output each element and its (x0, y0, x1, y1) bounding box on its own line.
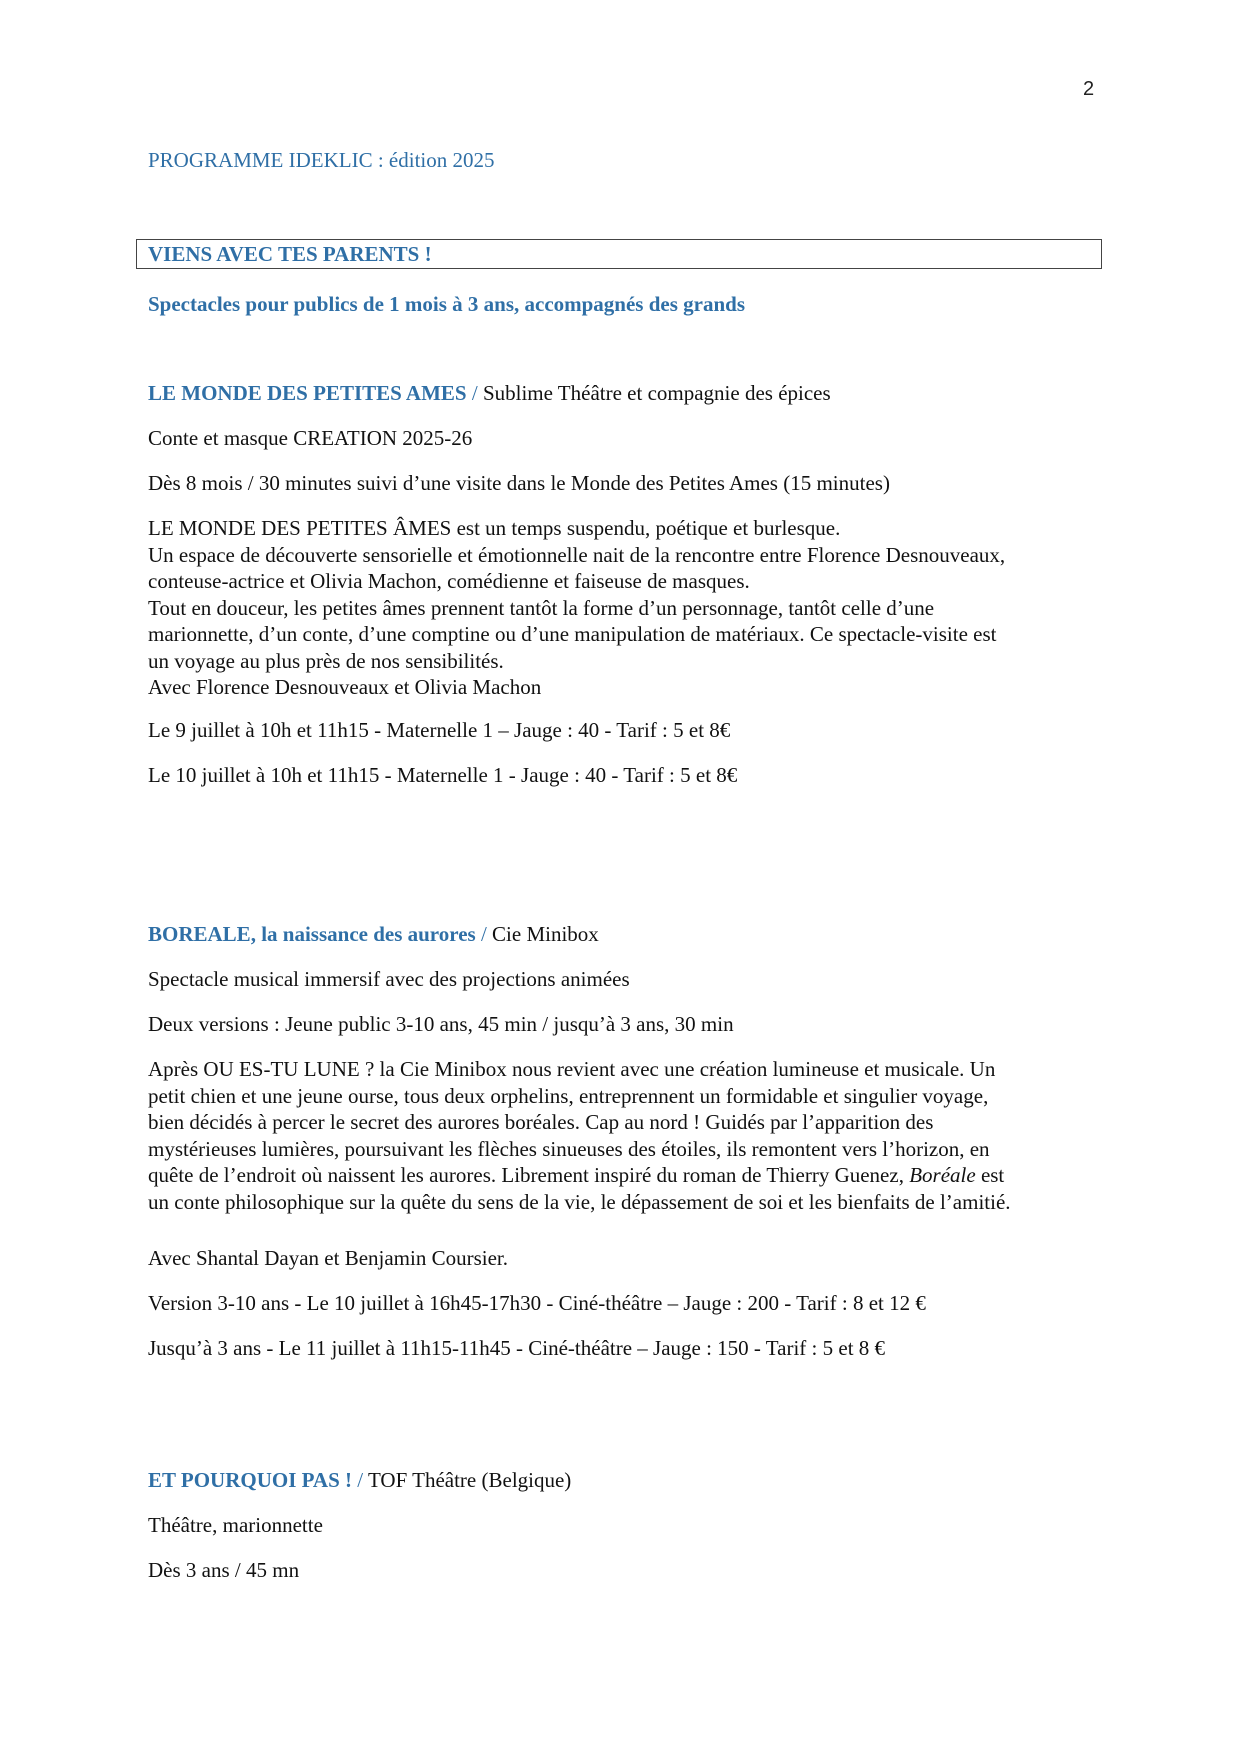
section-title: VIENS AVEC TES PARENTS ! (148, 242, 432, 266)
book-title: Boréale (909, 1163, 976, 1187)
section-subtitle: Spectacles pour publics de 1 mois à 3 ans, accompagnés des grands (148, 292, 746, 316)
description-line-text: quête de l’endroit où naissent les aurores. Librement inspiré du roman de Thierry Guenez, (148, 1163, 904, 1187)
description-line: un conte philosophique sur la quête du sens de la vie, le dépassement de soi et les bienfaits de l’amitié. (148, 1189, 1011, 1214)
description-line: LE MONDE DES PETITES ÂMES est un temps suspendu, poétique et burlesque. (148, 516, 841, 540)
description-line: un voyage au plus près de nos sensibilités. (148, 648, 504, 673)
description-line: bien décidés à percer le secret des aurores boréales. Cap au nord ! Guidés par l’apparition des (148, 1110, 934, 1134)
show-title: LE MONDE DES PETITES AMES (148, 381, 467, 405)
document-title: PROGRAMME IDEKLIC : édition 2025 (148, 148, 495, 172)
show-audience: Deux versions : Jeune public 3-10 ans, 45 min / jusqu’à 3 ans, 30 min (148, 1012, 734, 1036)
show-audience: Dès 8 mois / 30 minutes suivi d’une visite dans le Monde des Petites Ames (15 minutes) (148, 471, 890, 495)
show-company: TOF Théâtre (Belgique) (367, 1468, 572, 1492)
show-genre: Théâtre, marionnette (148, 1513, 323, 1537)
show-title: ET POURQUOI PAS ! (148, 1468, 352, 1492)
show-genre: Spectacle musical immersif avec des projections animées (148, 967, 630, 991)
show-date: Jusqu’à 3 ans - Le 11 juillet à 11h15-11h45 - Ciné-théâtre – Jauge : 150 - Tarif : 5 et 8 € (148, 1336, 886, 1360)
description-line: marionnette, d’un conte, d’une comptine ou d’une manipulation de matériaux. Ce spectacle-visite est (148, 622, 997, 646)
description-line: Tout en douceur, les petites âmes prennent tantôt la forme d’un personnage, tantôt celle d’une (148, 595, 935, 620)
section-title-box (136, 239, 1102, 269)
description-line: Avec Florence Desnouveaux et Olivia Machon (148, 675, 542, 699)
show-heading (148, 1467, 571, 1494)
description-line: conteuse-actrice et Olivia Machon, comédienne et faiseuse de masques. (148, 569, 750, 593)
show-heading (148, 921, 599, 948)
show-company: Cie Minibox (492, 922, 599, 946)
page-number: 2 (1083, 78, 1095, 100)
title-separator: / (352, 1468, 368, 1492)
description-line: Après OU ES-TU LUNE ? la Cie Minibox nous revient avec une création lumineuse et musicale. Un (148, 1057, 996, 1081)
description-line-text: est (975, 1163, 1005, 1187)
show-title: BOREALE, la naissance des aurores (148, 922, 476, 946)
show-date: Version 3-10 ans - Le 10 juillet à 16h45-17h30 - Ciné-théâtre – Jauge : 200 - Tarif : 8 et 12 € (148, 1291, 926, 1315)
show-cast: Avec Shantal Dayan et Benjamin Coursier. (148, 1246, 509, 1270)
show-description (148, 515, 1005, 701)
title-separator: / (466, 381, 483, 405)
description-line: mystérieuses lumières, poursuivant les flèches sinueuses des étoiles, ils remontent vers l’horizon, en (148, 1136, 990, 1161)
show-company: Sublime Théâtre et compagnie des épices (482, 381, 831, 405)
show-genre: Conte et masque CREATION 2025-26 (148, 426, 473, 450)
show-description (148, 1056, 1011, 1215)
show-heading (148, 380, 831, 407)
title-separator: / (475, 922, 493, 946)
description-line: petit chien et une jeune ourse, tous deux orphelins, entreprennent un formidable et singulier voyage, (148, 1083, 989, 1108)
show-date: Le 9 juillet à 10h et 11h15 - Maternelle 1 – Jauge : 40 - Tarif : 5 et 8€ (148, 718, 731, 742)
show-audience: Dès 3 ans / 45 mn (148, 1558, 300, 1582)
description-line (148, 1162, 1011, 1189)
description-line: Un espace de découverte sensorielle et émotionnelle nait de la rencontre entre Florence Desnouveaux, (148, 542, 1006, 567)
show-date: Le 10 juillet à 10h et 11h15 - Maternelle 1 - Jauge : 40 - Tarif : 5 et 8€ (148, 763, 738, 787)
